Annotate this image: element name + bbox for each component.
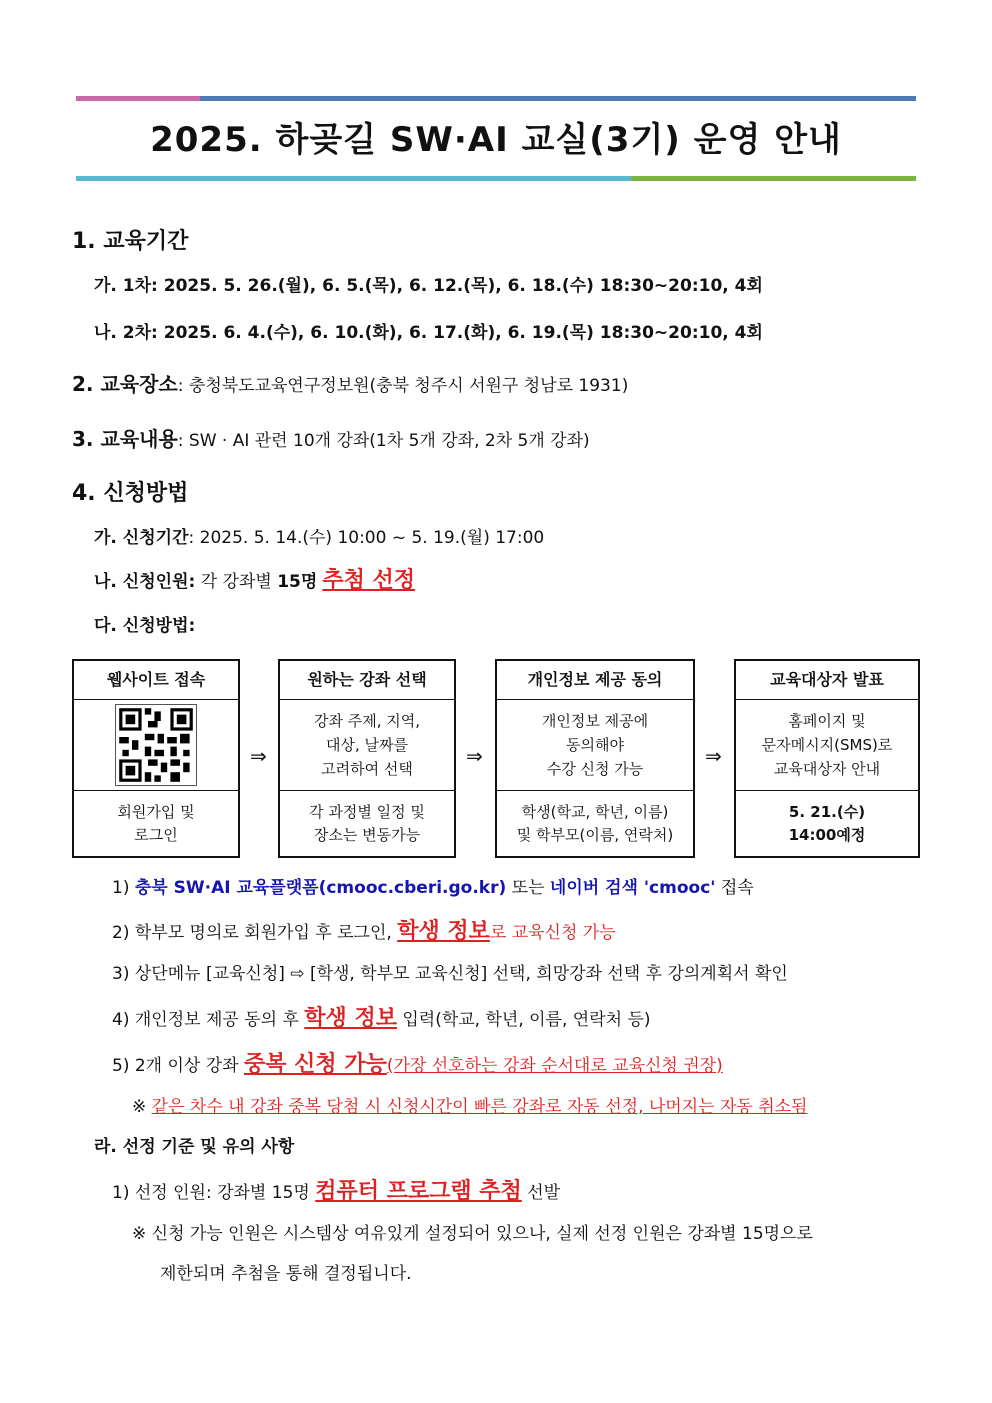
apply-method-label: 다. 신청방법: [94,616,196,636]
section-1-heading: 1. 교육기간 [72,229,189,254]
apply-count [94,568,415,594]
flow-step-mid: 홈페이지 및 문자메시지(SMS)로 교육대상자 안내 [736,700,918,791]
flow-step-announcement [734,659,920,858]
selection-rule-1: 1) 선정 인원: 강좌별 15명 컴퓨터 프로그램 추첨 선발 [112,1179,561,1204]
flow-step-privacy-consent [495,659,695,858]
flow-step-head: 개인정보 제공 동의 [497,661,693,700]
section-3 [72,427,590,451]
naver-search-link[interactable]: 네이버 검색 'cmooc' [549,878,716,898]
step-1: 1) 충북 SW·AI 교육플랫폼(cmooc.cberi.go.kr) 또는 네이버 검색 'cmooc' 접속 [112,878,754,898]
section-3-body: : SW · AI 관련 10개 강좌(1차 5개 강좌, 2차 5개 강좌) [177,431,590,451]
apply-period [94,528,544,548]
page-title: 2025. 하곶길 SW·AI 교실(3기) 운영 안내 [150,120,842,160]
duplicate-note: ※ 같은 차수 내 강좌 중복 당첨 시 신청시간이 빠른 강좌로 자동 선정, 나머지는 자동 취소됨 [132,1097,808,1117]
step-3: 3) 상단메뉴 [교육신청] ⇨ [학생, 학부모 교육신청] 선택, 희망강좌 선택 후 강의계획서 확인 [112,964,788,984]
apply-count-number: 15명 [277,572,318,592]
apply-count-label: 나. 신청인원: [94,572,196,592]
section-2-heading: 2. 교육장소 [72,372,178,396]
bottom-color-bar [76,176,916,181]
period-first: 가. 1차: 2025. 5. 26.(월), 6. 5.(목), 6. 12.(목), 6. 18.(수) 18:30~20:10, 4회 [94,276,763,296]
top-color-bar [76,96,916,101]
selection-note-line-1: ※ 신청 가능 인원은 시스템상 여유있게 설정되어 있으나, 실제 선정 인원은 강좌별 15명으로 [132,1224,813,1244]
flow-step-foot: 학생(학교, 학년, 이름) 및 학부모(이름, 연락처) [516,802,674,844]
flow-step-head: 웹사이트 접속 [74,661,238,700]
flow-step-foot: 회원가입 및 로그인 [117,802,195,844]
flow-arrow-icon: ⇒ [250,744,267,768]
apply-period-label: 가. 신청기간 [94,528,189,548]
period-second: 나. 2차: 2025. 6. 4.(수), 6. 10.(화), 6. 17.(화), 6. 19.(목) 18:30~20:10, 4회 [94,323,763,343]
flow-arrow-icon: ⇒ [466,744,483,768]
section-3-heading: 3. 교육내용 [72,427,178,451]
selection-criteria-heading: 라. 선정 기준 및 유의 사항 [94,1137,295,1157]
apply-count-body: 각 강좌별 [195,572,278,592]
flow-step-head: 원하는 강좌 선택 [280,661,454,700]
step-4: 4) 개인정보 제공 동의 후 학생 정보 입력(학교, 학년, 이름, 연락처 등) [112,1006,651,1031]
flow-step-mid: 강좌 주제, 지역, 대상, 날짜를 고려하여 선택 [280,700,454,791]
flow-step-foot: 각 과정별 일정 및 장소는 변동가능 [309,802,425,844]
flow-step-mid: 개인정보 제공에 동의해야 수강 신청 가능 [497,700,693,791]
apply-period-value: : 2025. 5. 14.(수) 10:00 ~ 5. 19.(월) 17:00 [188,528,545,548]
step-5: 5) 2개 이상 강좌 중복 신청 가능(가장 선호하는 강좌 순서대로 교육신청 권장) [112,1052,723,1077]
section-2-body: : 충청북도교육연구정보원(충북 청주시 서원구 청남로 1931) [177,376,629,396]
flow-step-head: 교육대상자 발표 [736,661,918,700]
section-2 [72,372,628,396]
qr-code-icon[interactable] [115,704,197,786]
flow-step-website [72,659,240,858]
step-2: 2) 학부모 명의로 회원가입 후 로그인, 학생 정보로 교육신청 가능 [112,919,616,944]
flow-step-foot: 5. 21.(수) 14:00예정 [788,802,866,844]
flow-step-select-course [278,659,456,858]
section-4-heading: 4. 신청방법 [72,481,189,506]
flow-arrow-icon: ⇒ [705,744,722,768]
selection-note-line-2: 제한되며 추첨을 통해 결정됩니다. [160,1264,412,1284]
apply-count-lottery: 추첨 선정 [322,568,416,593]
platform-link[interactable]: 충북 SW·AI 교육플랫폼(cmooc.cberi.go.kr) [134,878,507,898]
